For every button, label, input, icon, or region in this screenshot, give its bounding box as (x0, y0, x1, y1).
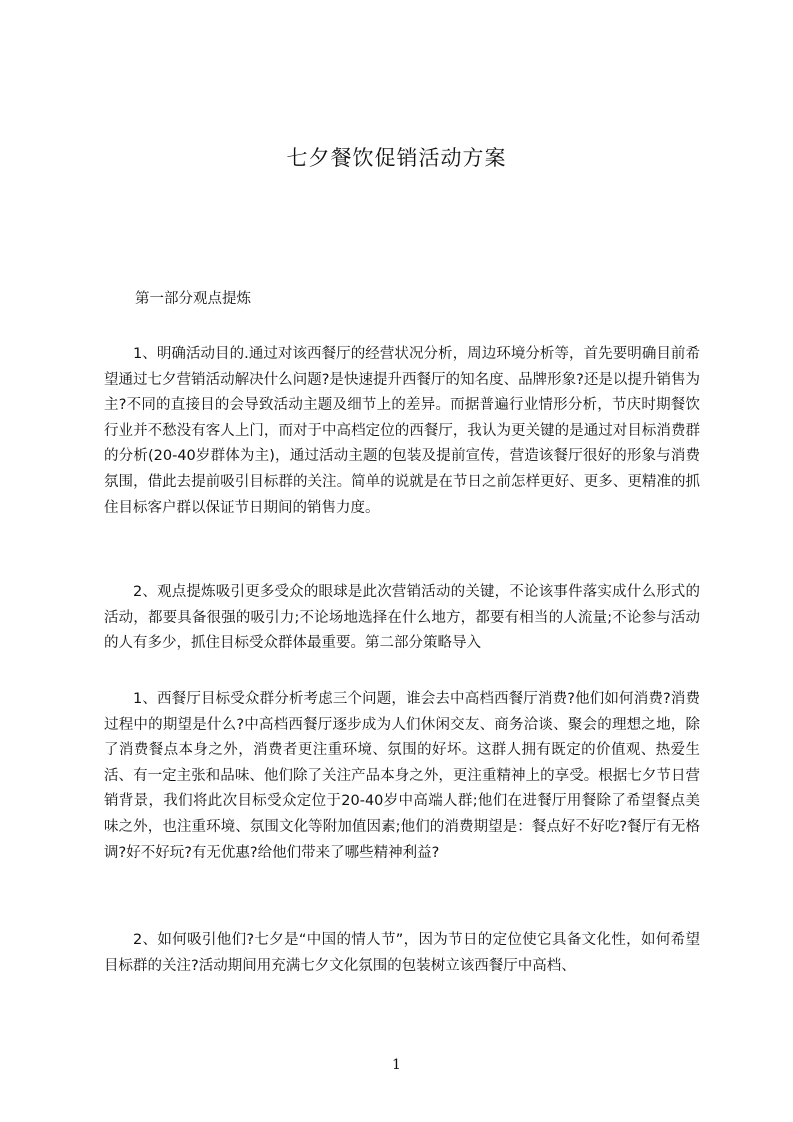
page-number: 1 (392, 1057, 401, 1073)
paragraph-audience-analysis: 1、西餐厅目标受众群分析考虑三个问题，谁会去中高档西餐厅消费?他们如何消费?消费过程中的期望是什么?中高档西餐厅逐步成为人们休闲交友、商务洽谈、聚会的理想之地，除了消费餐点本身之外，消费者更注重环境、氛围的好坏。这群人拥有既定的价值观、热爱生活、有一定主张和品味、他们除了关注产品本身之外，更注重精神上的享受。根据七夕节日营销背景，我们将此次目标受众定位于20-40岁中高端人群;他们在进餐厅用餐除了希望餐点美味之外，也注重环境、氛围文化等附加值因素;他们的消费期望是：餐点好不好吃?餐厅有无格调?好不好玩?有无优惠?给他们带来了哪些精神利益? (104, 691, 700, 861)
section-heading: 第一部分观点提炼 (135, 291, 251, 307)
paragraph-viewpoint: 2、观点提炼吸引更多受众的眼球是此次营销活动的关键，不论该事件落实成什么形式的活动，都要具备很强的吸引力;不论场地选择在什么地方，都要有相当的人流量;不论参与活动的人有多少，抓住目标受众群体最重要。第二部分策略导入 (104, 584, 700, 652)
document-title: 七夕餐饮促销活动方案 (286, 146, 507, 170)
paragraph-clarify-goal: 1、明确活动目的.通过对该西餐厅的经营状况分析，周边环境分析等，首先要明确目前希望通过七夕营销活动解决什么问题?是快速提升西餐厅的知名度、品牌形象?还是以提升销售为主?不同的直接目的会导致活动主题及细节上的差异。而据普遍行业情形分析，节庆时期餐饮行业并不愁没有客人上门，而对于中高档定位的西餐厅，我认为更关键的是通过对目标消费群的分析(20-40岁群体为主)，通过活动主题的包装及提前宣传，营造该餐厅很好的形象与消费氛围，借此去提前吸引目标群的关注。简单的说就是在节日之前怎样更好、更多、更精准的抓住目标客户群以保证节日期间的销售力度。 (104, 346, 700, 516)
paragraph-how-to-attract: 2、如何吸引他们?七夕是“中国的情人节”，因为节日的定位使它具备文化性，如何希望目标群的关注?活动期间用充满七夕文化氛围的包装树立该西餐厅中高档、 (104, 932, 700, 974)
